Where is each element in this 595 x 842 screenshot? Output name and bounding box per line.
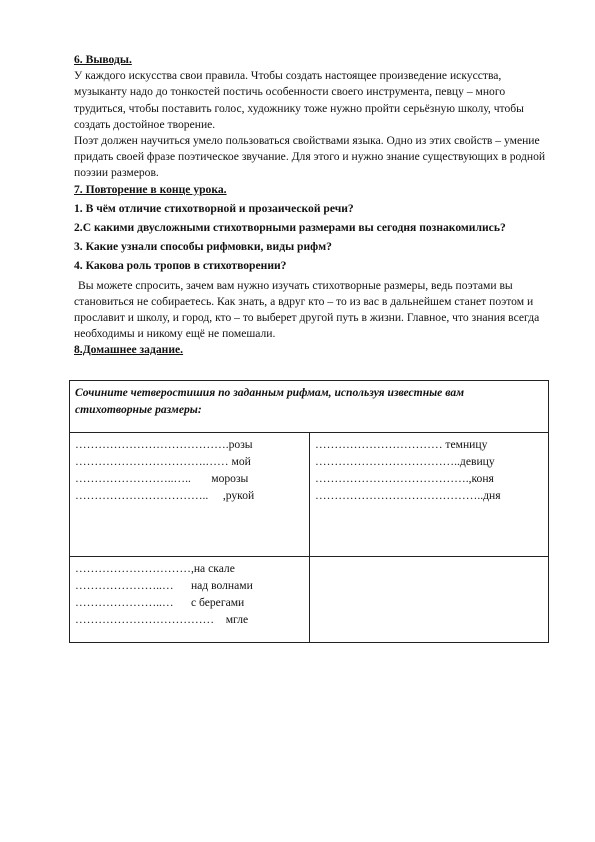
section-heading-conclusions: 6. Выводы. (74, 53, 132, 66)
paragraph-conclusions-2: Поэт должен научиться умело пользоваться свойствами языка. Одно из этих свойств – умение придать своей фразе поэтическое звучание. Для этого и нужно знание существующих в родной поэзии размеров. (74, 134, 546, 180)
rhyme-line: ………………………………..девицу (315, 455, 495, 468)
rhyme-cell-2 (310, 433, 549, 557)
rhyme-line: …………………………,на скале (75, 562, 235, 575)
rhyme-line: …………………………… темницу (315, 438, 488, 451)
question-2: 2.С какими двусложными стихотворными размерами вы сегодня познакомились? (74, 221, 506, 235)
rhyme-cell-1 (70, 433, 310, 557)
rhyme-line: ……………………………… мгле (75, 613, 249, 626)
rhyme-cell-empty (310, 557, 549, 643)
rhyme-line: …………………..… с берегами (75, 596, 245, 609)
homework-task: Сочините четверостишия по заданным рифмам, используя известные вам стихотворные размеры: (70, 381, 549, 433)
rhyme-line: ……………………………………..дня (315, 489, 501, 502)
homework-table (69, 380, 549, 643)
section-heading-homework: 8.Домашнее задание. (74, 343, 184, 357)
document-body (74, 52, 549, 359)
rhyme-line: ……………………..….. морозы (75, 472, 249, 485)
rhyme-line: ………………………………….,коня (315, 472, 494, 485)
rhyme-cell-3 (70, 557, 310, 643)
question-3: 3. Какие узнали способы рифмовки, виды рифм? (74, 240, 332, 254)
question-4: 4. Какова роль тропов в стихотворении? (74, 259, 287, 273)
rhyme-line: ………………………………….розы (75, 438, 253, 451)
section-heading-review: 7. Повторение в конце урока. (74, 182, 227, 196)
rhyme-line: …………………………….…… мой (75, 455, 251, 468)
question-1: 1. В чём отличие стихотворной и прозаической речи? (74, 201, 354, 215)
rhyme-line: …………………………….. ,рукой (75, 489, 255, 502)
paragraph-closing: Вы можете спросить, зачем вам нужно изучать стихотворные размеры, ведь поэтами вы становиться не собираетесь. Как знать, а вдруг кто – то из вас в дальнейшем станет поэтом и прославит и школу, и город, кто – то выберет другой путь в жизни. Главное, что знания всегда необходимы и никому ещё не помешали. (74, 278, 540, 341)
paragraph-conclusions-1: У каждого искусства свои правила. Чтобы создать настоящее произведение искусства, музыканту надо до тонкостей постичь особенности своего инструмента, певцу – много трудиться, чтобы поставить голос, художнику тоже нужно пройти серьёзную школу, чтобы создать достойное творение. (74, 69, 524, 131)
rhyme-line: …………………..… над волнами (75, 579, 253, 592)
